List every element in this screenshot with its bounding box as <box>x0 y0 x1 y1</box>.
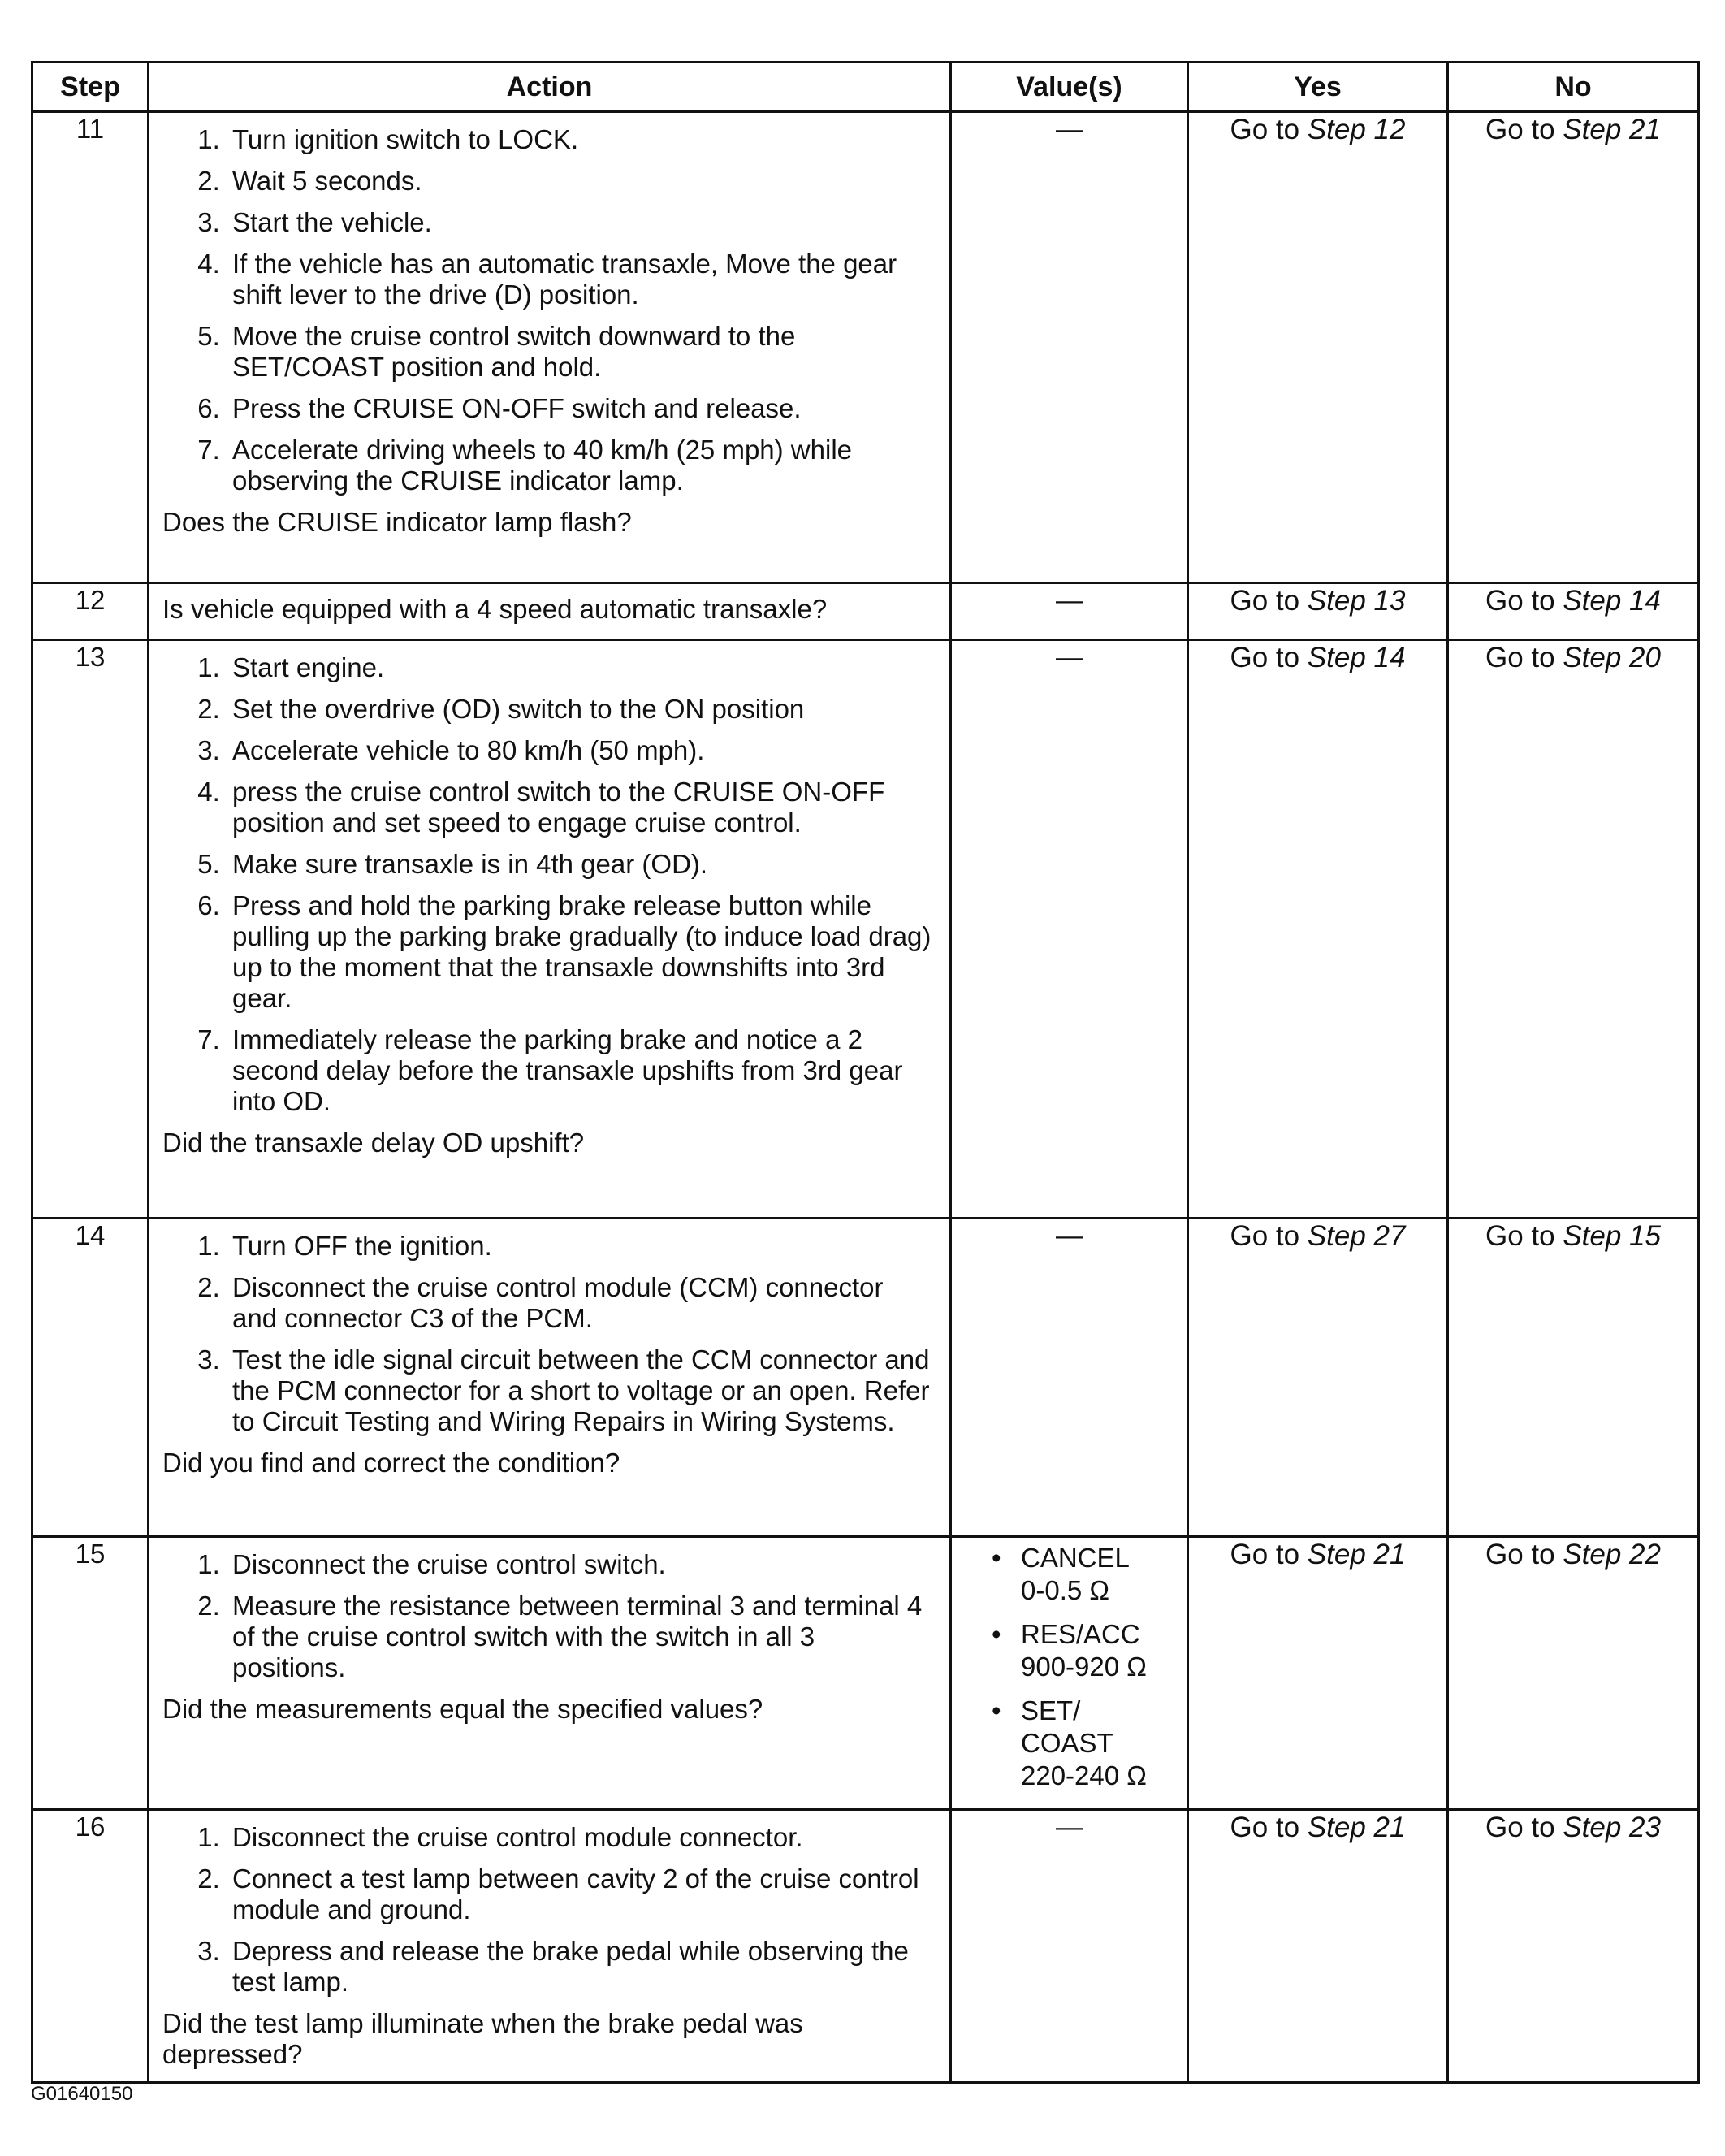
action-question: Did the measurements equal the specified values? <box>162 1694 763 1724</box>
table-row <box>32 640 1699 1219</box>
table-row <box>32 112 1699 583</box>
action-steps <box>162 1822 932 1998</box>
no-cell <box>1448 1810 1699 2083</box>
table-row <box>32 1537 1699 1810</box>
action-steps <box>162 1231 932 1437</box>
header-no: No <box>1448 63 1699 112</box>
go-to-label: Go to <box>1230 1220 1308 1252</box>
action-steps <box>162 1549 932 1683</box>
no-step-ref: Step 21 <box>1563 114 1661 145</box>
go-to-label: Go to <box>1485 114 1563 145</box>
yes-cell <box>1188 583 1448 640</box>
value-text: • RES/ACC 900-920 Ω <box>1021 1619 1147 1682</box>
header-yes: Yes <box>1188 63 1448 112</box>
action-cell <box>149 583 951 640</box>
yes-step-ref: Step 14 <box>1307 642 1406 673</box>
action-question: Did the test lamp illuminate when the brake pedal was depressed? <box>162 2008 803 2069</box>
no-step-ref: Step 22 <box>1563 1539 1661 1570</box>
go-to-label: Go to <box>1230 1812 1308 1843</box>
action-question: Did you find and correct the condition? <box>162 1448 620 1478</box>
go-to-label: Go to <box>1230 114 1308 145</box>
step-number: 13 <box>32 640 149 1219</box>
yes-cell <box>1188 1537 1448 1810</box>
action-item: 2. Disconnect the cruise control module (CCM) connector and connector C3 of the PCM. <box>227 1272 932 1334</box>
action-item: 7. Accelerate driving wheels to 40 km/h (25 mph) while observing the CRUISE indicator lamp. <box>227 435 932 496</box>
action-item: 6. Press the CRUISE ON-OFF switch and release. <box>227 393 932 424</box>
no-step-ref: Step 14 <box>1563 585 1661 617</box>
go-to-label: Go to <box>1485 1220 1563 1252</box>
action-cell <box>149 1537 951 1810</box>
step-number: 14 <box>32 1219 149 1537</box>
action-item: 7. Immediately release the parking brake and notice a 2 second delay before the transaxle upshifts from 3rd gear into OD. <box>227 1024 932 1117</box>
value-cell: — <box>951 112 1188 583</box>
table-row <box>32 1219 1699 1537</box>
action-cell <box>149 1219 951 1537</box>
action-question: Does the CRUISE indicator lamp flash? <box>162 507 632 537</box>
action-item: 3. Depress and release the brake pedal while observing the test lamp. <box>227 1936 932 1998</box>
yes-cell <box>1188 1810 1448 2083</box>
go-to-label: Go to <box>1230 642 1308 673</box>
yes-cell <box>1188 1219 1448 1537</box>
action-question: Did the transaxle delay OD upshift? <box>162 1128 585 1158</box>
yes-cell <box>1188 640 1448 1219</box>
action-item: 3. Test the idle signal circuit between the CCM connector and the PCM connector for a short to voltage or an open. Refer to Circuit Testing and Wiring Repairs in Wiring Systems. <box>227 1344 932 1437</box>
action-question: Is vehicle equipped with a 4 speed automatic transaxle? <box>162 594 828 624</box>
header-values: Value(s) <box>951 63 1188 112</box>
action-item: 5. Make sure transaxle is in 4th gear (OD). <box>227 849 932 880</box>
step-number: 16 <box>32 1810 149 2083</box>
action-item: 2. Connect a test lamp between cavity 2 of the cruise control module and ground. <box>227 1864 932 1925</box>
no-step-ref: Step 23 <box>1563 1812 1661 1843</box>
value-item <box>992 1542 1186 1607</box>
yes-step-ref: Step 27 <box>1307 1220 1406 1252</box>
value-cell: — <box>951 583 1188 640</box>
table-row <box>32 583 1699 640</box>
action-item: 1. Disconnect the cruise control switch. <box>227 1549 932 1580</box>
value-cell: — <box>951 1219 1188 1537</box>
action-item: 4. press the cruise control switch to the CRUISE ON-OFF position and set speed to engage cruise control. <box>227 777 932 838</box>
action-steps <box>162 652 932 1117</box>
action-item: 3. Accelerate vehicle to 80 km/h (50 mph). <box>227 735 932 766</box>
action-item: 1. Turn ignition switch to LOCK. <box>227 124 932 155</box>
yes-step-ref: Step 21 <box>1307 1539 1406 1570</box>
yes-step-ref: Step 12 <box>1307 114 1406 145</box>
step-number: 15 <box>32 1537 149 1810</box>
go-to-label: Go to <box>1485 642 1563 673</box>
no-step-ref: Step 15 <box>1563 1220 1661 1252</box>
action-cell <box>149 640 951 1219</box>
action-item: 1. Turn OFF the ignition. <box>227 1231 932 1262</box>
action-item: 2. Set the overdrive (OD) switch to the ON position <box>227 694 932 725</box>
value-cell: — <box>951 640 1188 1219</box>
yes-step-ref: Step 21 <box>1307 1812 1406 1843</box>
value-text: • CANCEL 0-0.5 Ω <box>1021 1543 1130 1605</box>
go-to-label: Go to <box>1485 585 1563 617</box>
value-list <box>953 1542 1186 1792</box>
no-cell <box>1448 1219 1699 1537</box>
go-to-label: Go to <box>1485 1812 1563 1843</box>
figure-code: G01640150 <box>31 2083 133 2105</box>
action-cell <box>149 112 951 583</box>
action-item: 4. If the vehicle has an automatic transaxle, Move the gear shift lever to the drive (D) position. <box>227 249 932 310</box>
header-row <box>32 63 1699 112</box>
step-number: 12 <box>32 583 149 640</box>
action-cell <box>149 1810 951 2083</box>
no-step-ref: Step 20 <box>1563 642 1661 673</box>
go-to-label: Go to <box>1230 1539 1308 1570</box>
header-action: Action <box>149 63 951 112</box>
no-cell <box>1448 640 1699 1219</box>
diagnostic-table <box>31 61 1700 2084</box>
value-item <box>992 1618 1186 1683</box>
no-cell <box>1448 1537 1699 1810</box>
no-cell <box>1448 112 1699 583</box>
go-to-label: Go to <box>1485 1539 1563 1570</box>
value-cell: — <box>951 1810 1188 2083</box>
step-number: 11 <box>32 112 149 583</box>
action-item: 2. Wait 5 seconds. <box>227 166 932 197</box>
action-item: 2. Measure the resistance between terminal 3 and terminal 4 of the cruise control switch with the switch in all 3 positions. <box>227 1591 932 1683</box>
action-item: 3. Start the vehicle. <box>227 207 932 238</box>
yes-step-ref: Step 13 <box>1307 585 1406 617</box>
no-cell <box>1448 583 1699 640</box>
action-item: 5. Move the cruise control switch downward to the SET/COAST position and hold. <box>227 321 932 383</box>
value-text: • SET/ COAST 220-240 Ω <box>1021 1695 1147 1790</box>
action-item: 6. Press and hold the parking brake release button while pulling up the parking brake gradually (to induce load drag) up to the moment that the transaxle downshifts into 3rd gear. <box>227 890 932 1014</box>
header-step: Step <box>32 63 149 112</box>
value-item <box>992 1695 1186 1792</box>
go-to-label: Go to <box>1230 585 1308 617</box>
action-item: 1. Start engine. <box>227 652 932 683</box>
action-item: 1. Disconnect the cruise control module connector. <box>227 1822 932 1853</box>
table-row <box>32 1810 1699 2083</box>
value-cell <box>951 1537 1188 1810</box>
action-steps <box>162 124 932 496</box>
yes-cell <box>1188 112 1448 583</box>
